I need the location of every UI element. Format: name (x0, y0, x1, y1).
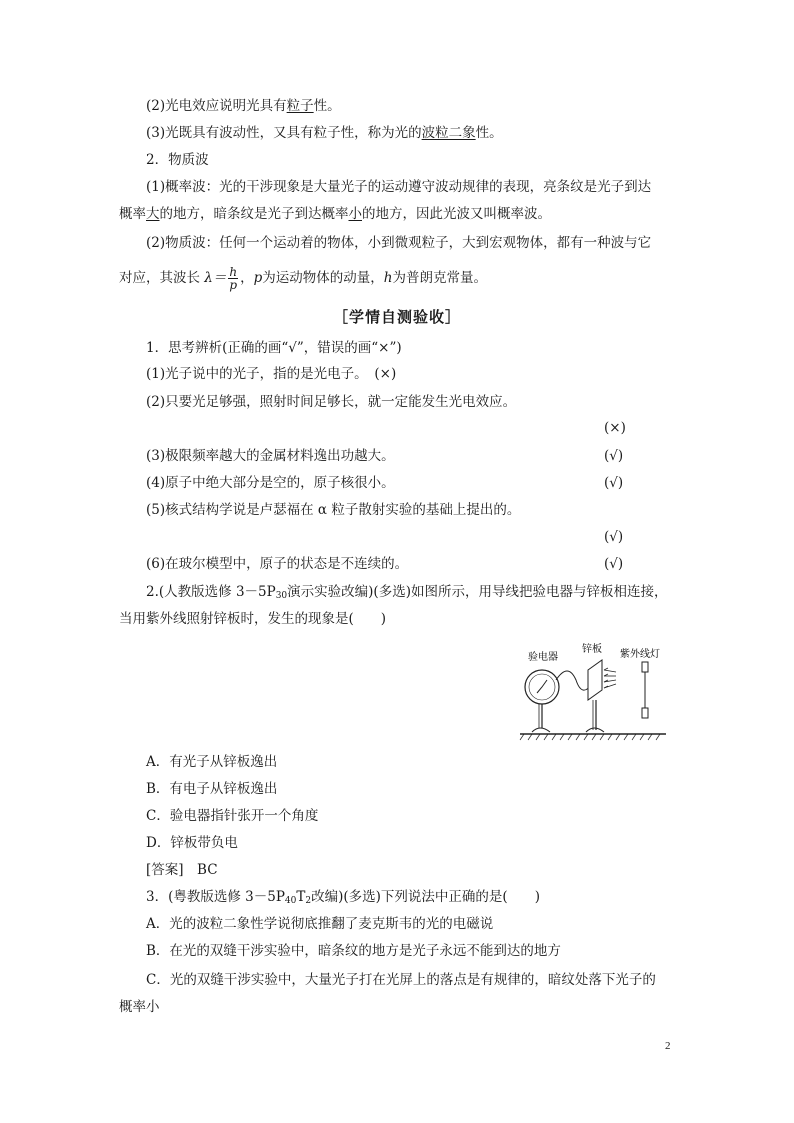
page-number: 2 (665, 1040, 671, 1052)
text-line: (3)光既具有波动性，又具有粒子性，称为光的波粒二象性。 (146, 125, 503, 141)
question-stem: 当用紫外线照射锌板时，发生的现象是( ) (119, 611, 387, 627)
question-stem: 3．(粤教版选修 $3-5P_{40}T_2$改编)(多选)下列说法中正确的是( ) (146, 889, 540, 906)
answer-line: [答案] BC (146, 862, 218, 878)
judgment-mark: (√) (604, 448, 624, 464)
option-a: A．光的波粒二象性学说彻底推翻了麦克斯韦的光的电磁说 (146, 916, 494, 932)
option-c: C．验电器指针张开一个角度 (146, 808, 319, 824)
judgment-mark: (√) (604, 529, 624, 545)
underlined-answer: 小 (348, 206, 362, 222)
electroscope-apparatus-figure (516, 640, 676, 745)
judgment-item: (5)核式结构学说是卢瑟福在 α 粒子散射实验的基础上提出的。 (146, 502, 521, 518)
figure-label-zinc-plate: 锌板 (582, 644, 602, 655)
underlined-answer: 粒子 (286, 98, 314, 114)
judgment-item: (3)极限频率越大的金属材料逸出功越大。 (146, 448, 395, 464)
subheading: 2．物质波 (146, 152, 209, 168)
option-c-continued: 概率小 (119, 999, 160, 1015)
answer-value: BC (197, 862, 218, 878)
judgment-mark: (√) (604, 475, 624, 491)
text-line: (2)光电效应说明光具有粒子性。 (146, 98, 341, 114)
option-b: B．在光的双缝干涉实验中，暗条纹的地方是光子永远不能到达的地方 (146, 943, 561, 959)
underlined-answer: 大 (146, 206, 160, 222)
question-stem: 1．思考辨析(正确的画“√”，错误的画“×”) (146, 340, 402, 356)
uv-rays (604, 668, 616, 688)
electroscope-needle (537, 680, 547, 693)
connecting-wire (556, 671, 592, 690)
text-line: (2)物质波：任何一个运动着的物体，小到微观粒子，大到宏观物体，都有一种波与它 (146, 235, 652, 251)
option-a: A．有光子从锌板逸出 (146, 754, 278, 770)
zinc-plate (588, 660, 602, 700)
option-d: D．锌板带负电 (146, 835, 238, 851)
section-title: ［学情自测验收］ (332, 308, 461, 326)
option-c: C．光的双缝干涉实验中，大量光子打在光屏上的落点是有规律的，暗纹处落下光子的 (146, 972, 656, 988)
figure-label-uv-lamp: 紫外线灯 (620, 649, 660, 660)
formula-line: 对应，其波长 λ＝ $\frac{h}{p}$ ，p为运动物体的动量，h为普朗克常量。 (119, 265, 487, 292)
judgment-mark: (√) (604, 556, 624, 572)
option-b: B．有电子从锌板逸出 (146, 781, 278, 797)
judgment-item: (2)只要光足够强，照射时间足够长，就一定能发生光电效应。 (146, 394, 517, 410)
question-stem: 2.(人教版选修 $3-5P_{30}$演示实验改编)(多选)如图所示，用导线把验电器与锌板相连接， (146, 584, 668, 601)
text-line: 概率大的地方，暗条纹是光子到达概率小的地方，因此光波又叫概率波。 (119, 206, 551, 222)
wavelength-fraction: $\frac{h}{p}$ (229, 265, 238, 292)
text-line: (1)概率波：光的干涉现象是大量光子的运动遵守波动规律的表现，亮条纹是光子到达 (146, 179, 652, 195)
judgment-item: (6)在玻尔模型中，原子的状态是不连续的。 (146, 556, 409, 572)
uv-lamp (642, 662, 648, 672)
judgment-item: (4)原子中绝大部分是空的，原子核很小。 (146, 475, 395, 491)
judgment-item: (1)光子说中的光子，指的是光电子。 (×) (146, 366, 397, 382)
figure-label-electroscope: 验电器 (528, 652, 558, 663)
underlined-answer: 波粒二象 (421, 125, 476, 141)
judgment-mark: (×) (604, 420, 626, 436)
